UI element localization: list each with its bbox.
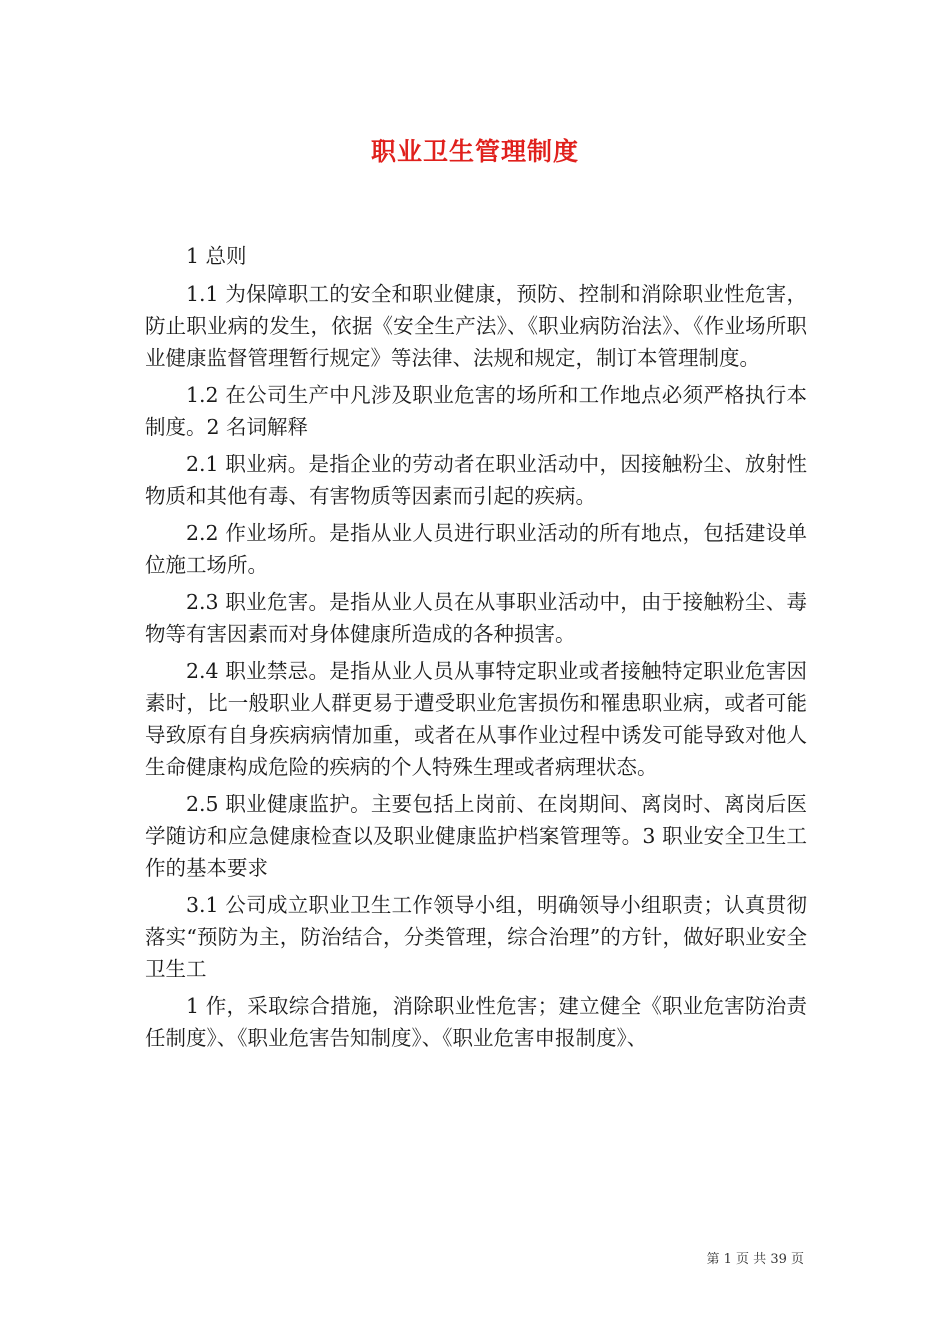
document-title: 职业卫生管理制度 — [370, 137, 579, 166]
paragraph-2-4: 2.4 职业禁忌。是指从业人员从事特定职业或者接触特定职业危害因素时，比一般职业人群更易于遭受职业危害损伤和罹患职业病，或者可能导致原有自身疾病病情加重，或者在从事作业过程中诱发可能导致对他人生命健康构成危险的疾病的个人特殊生理或者病理状态。 — [145, 659, 807, 779]
paragraph-1-2: 1.2 在公司生产中凡涉及职业危害的场所和工作地点必须严格执行本制度。2 名词解释 — [145, 383, 807, 439]
paragraph-2-2: 2.2 作业场所。是指从业人员进行职业活动的所有地点，包括建设单位施工场所。 — [145, 521, 807, 577]
paragraph-1-1: 1.1 为保障职工的安全和职业健康，预防、控制和消除职业性危害，防止职业病的发生，依据《安全生产法》、《职业病防治法》、《作业场所职业健康监督管理暂行规定》等法律、法规和规定，制订本管理制度。 — [145, 282, 807, 370]
paragraph-3-1-cont: 1 作，采取综合措施，消除职业性危害；建立健全《职业危害防治责任制度》、《职业危害告知制度》、《职业危害申报制度》、 — [145, 994, 807, 1050]
paragraph-2-3: 2.3 职业危害。是指从业人员在从事职业活动中，由于接触粉尘、毒物等有害因素而对身体健康所造成的各种损害。 — [145, 590, 807, 646]
page-number: 第 1 页 共 39 页 — [706, 1252, 804, 1267]
paragraph-3-1: 3.1 公司成立职业卫生工作领导小组，明确领导小组职责；认真贯彻落实“预防为主，防治结合，分类管理，综合治理”的方针，做好职业安全卫生工 — [145, 893, 807, 981]
document-body — [145, 240, 807, 1054]
paragraph-1: 1 总则 — [186, 244, 247, 268]
paragraph-2-5: 2.5 职业健康监护。主要包括上岗前、在岗期间、离岗时、离岗后医学随访和应急健康检查以及职业健康监护档案管理等。3 职业安全卫生工作的基本要求 — [145, 792, 807, 880]
paragraph-2-1: 2.1 职业病。是指企业的劳动者在职业活动中，因接触粉尘、放射性物质和其他有毒、有害物质等因素而引起的疾病。 — [145, 452, 807, 508]
